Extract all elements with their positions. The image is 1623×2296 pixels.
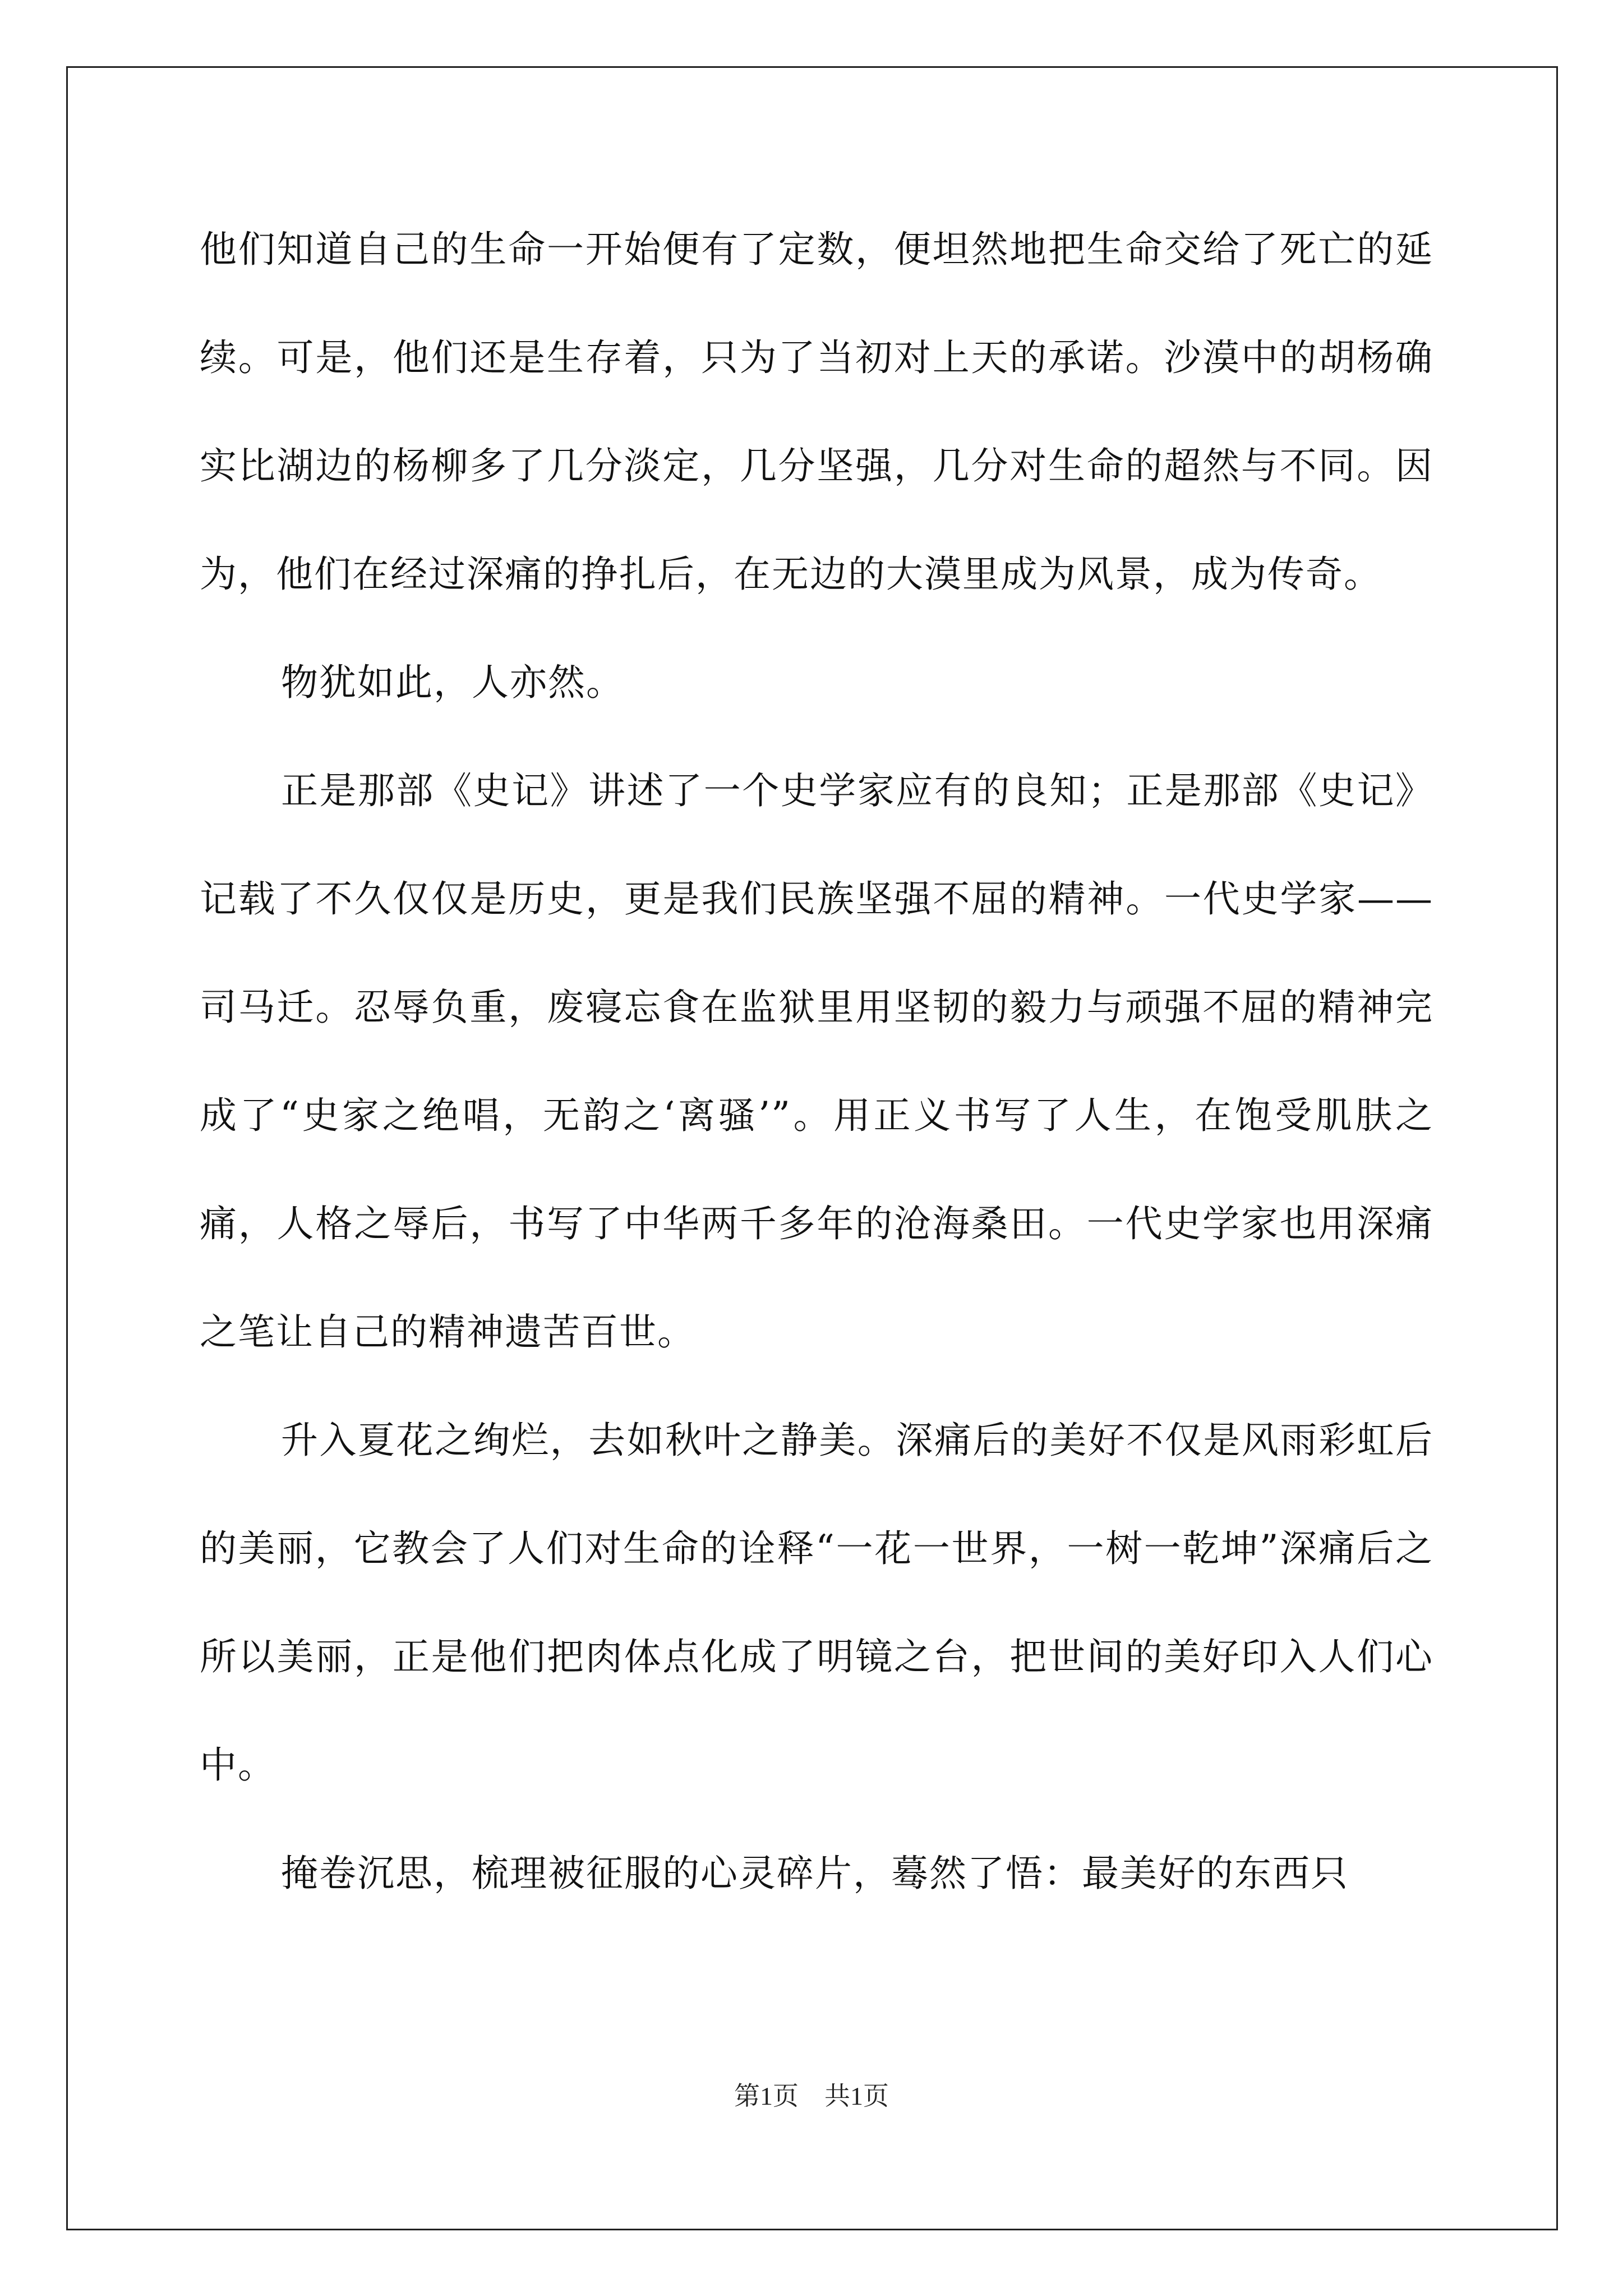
paragraph-2: 物犹如此，人亦然。 xyxy=(281,661,624,704)
paragraph-4: 升入夏花之绚烂，去如秋叶之静美。深痛后的美好不仅是风雨彩虹后的美丽，它教会了人们对生命的诠释“一花一世界，一树一乾坤”深痛后之所以美丽，正是他们把肉体点化成了明镜之台，把世间的美好印入人们心中。 xyxy=(200,1419,1433,1787)
page-number-footer: 第1页 共1页 xyxy=(734,2082,889,2110)
paragraph-1: 他们知道自己的生命一开始便有了定数，便坦然地把生命交给了死亡的延续。可是，他们还是生存着，只为了当初对上天的承诺。沙漠中的胡杨确实比湖边的杨柳多了几分淡定，几分坚强，几分对生命的超然与不同。因为，他们在经过深痛的挣扎后，在无边的大漠里成为风景，成为传奇。 xyxy=(200,228,1433,596)
document-body xyxy=(200,195,1433,1927)
paragraph-5: 掩卷沉思，梳理被征服的心灵碎片，蓦然了悟：最美好的东西只 xyxy=(281,1852,1349,1895)
paragraph-3: 正是那部《史记》讲述了一个史学家应有的良知；正是那部《史记》记载了不久仅仅是历史，更是我们民族坚强不屈的精神。一代史学家——司马迁。忍辱负重，废寝忘食在监狱里用坚韧的毅力与顽强不屈的精神完成了“史家之绝唱，无韵之‘离骚’”。用正义书写了人生，在饱受肌肤之痛，人格之辱后，书写了中华两千多年的沧海桑田。一代史学家也用深痛之笔让自己的精神遗苦百世。 xyxy=(200,769,1433,1354)
